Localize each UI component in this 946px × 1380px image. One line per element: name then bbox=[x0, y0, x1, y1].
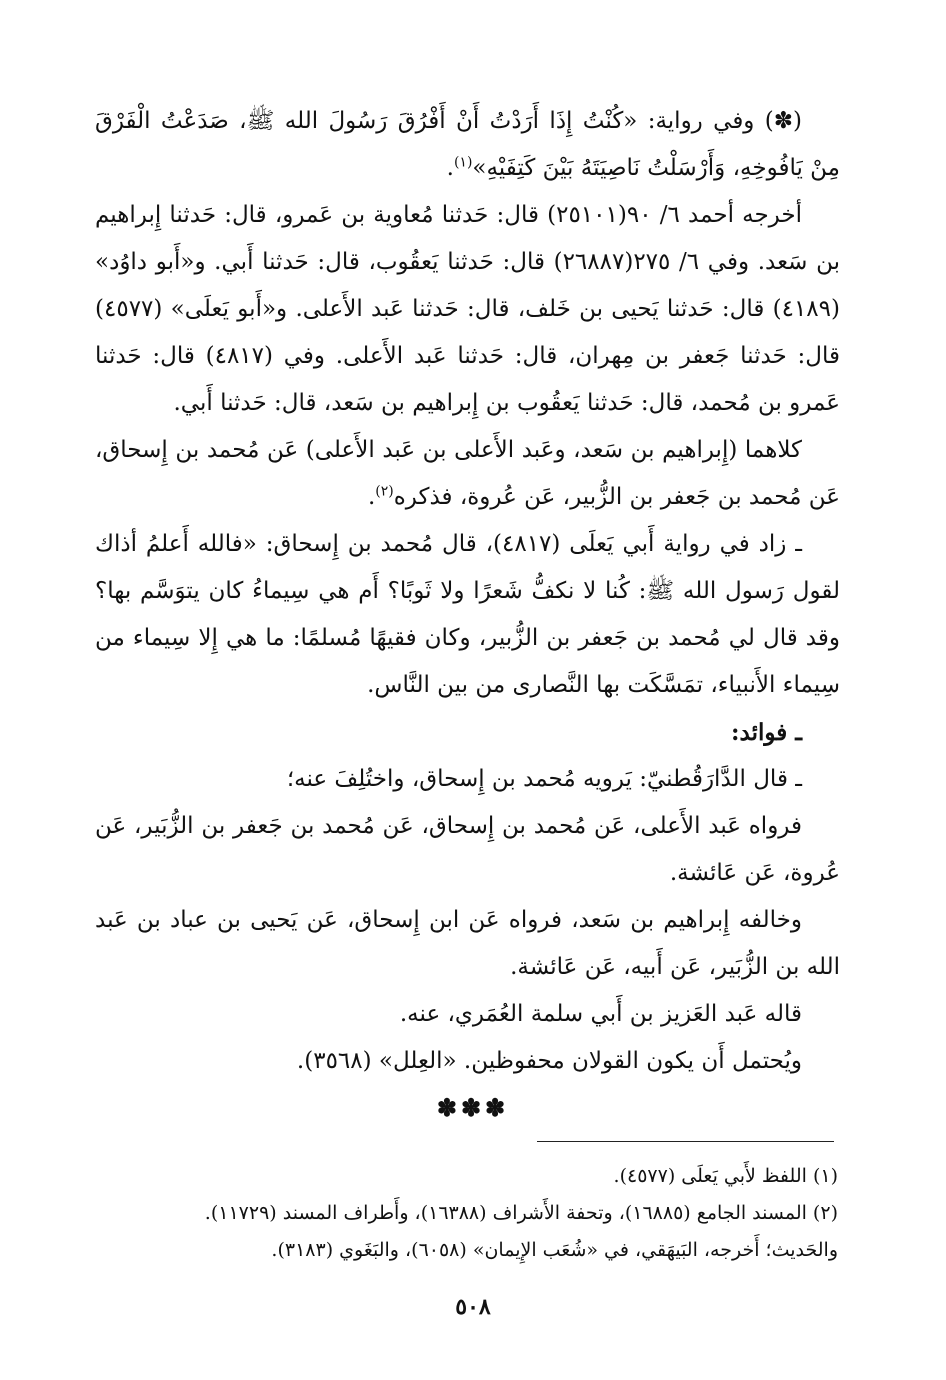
chain-text: كلاهما (إِبراهيم بن سَعد، وعَبد الأَعلى بن عَبد الأَعلى) عَن مُحمد بن إِسحاق، عَن مُحمد بن جَعفر بن الزُّبير، عَن عُروة، فذكره bbox=[95, 437, 840, 510]
benefits-heading: ـ فوائد: bbox=[731, 719, 802, 746]
addition-paragraph: ـ زاد في رواية أَبي يَعلَى (٤٨١٧)، قال مُحمد بن إِسحاق: «فالله أَعلمُ أذاك لقول رَسول الله ﷺ: كُنا لا نكفُّ شَعرًا ولا ثَوبًا؟ أَم هي سِيماءُ كان يتوَسَّم بها؟ وقد قال لي مُحمد بن جَعفر بن الزُّبير، وكان فقيهًا مُسلمًا: ما هي إِلا سِيماء من سِيماء الأَنبياء، تمَسَّكَت بها النَّصارى من بين النَّاس. bbox=[95, 531, 840, 698]
section-separator: ✽✽✽ bbox=[436, 1093, 510, 1122]
footnote-2-continued: والحَديث؛ أَخرجه، البَيهَقي، في «شُعَب الإِيمان» (٦٠٥٨)، والبَغَوي (٣١٨٣). bbox=[271, 1239, 838, 1261]
page-number: ٥٠٨ bbox=[455, 1294, 491, 1320]
footnote-ref-2: (٢) bbox=[375, 483, 394, 500]
chain-end: . bbox=[367, 484, 376, 510]
chain-paragraph bbox=[95, 427, 840, 521]
conclusion-paragraph: ويُحتمل أَن يكون القولان محفوظين. «العِلل» (٣٥٦٨). bbox=[296, 1048, 802, 1074]
narration-2-paragraph: وخالفه إِبراهيم بن سَعد، فرواه عَن ابن إِسحاق، عَن يَحيى بن عباد بن عَبد الله بن الزُّبَير، عَن أَبيه، عَن عَائشة. bbox=[95, 907, 840, 980]
main-text bbox=[95, 98, 840, 1085]
attribution-paragraph: قاله عَبد العَزيز بن أَبي سلمة العُمَري، عنه. bbox=[399, 1001, 802, 1027]
hadith-variant-paragraph bbox=[95, 98, 840, 192]
footnotes bbox=[150, 1158, 838, 1269]
hadith-variant-text: (✽) وفي رواية: «كُنْتُ إِذَا أَرَدْتُ أَنْ أَفْرُقَ رَسُولَ الله ﷺ، صَدَعْتُ الْفَرْقَ مِنْ يَافُوخِهِ، وَأَرْسَلْتُ نَاصِيَتَهُ بَيْنَ كَتِفَيْهِ» bbox=[95, 108, 840, 181]
narration-1-paragraph: فرواه عَبد الأَعلى، عَن مُحمد بن إِسحاق، عَن مُحمد بن جَعفر بن الزُّبَير، عَن عُروة، عَن عَائشة. bbox=[95, 813, 840, 886]
footnote-1: (١) اللفظ لأَبي يَعلَى (٤٥٧٧). bbox=[613, 1165, 838, 1187]
footnote-ref-1: (١) bbox=[453, 154, 473, 171]
daraqutni-paragraph: ـ قال الدَّارَقُطنيّ: يَرويه مُحمد بن إِسحاق، واختُلِفَ عنه؛ bbox=[286, 766, 802, 792]
hadith-variant-end: . bbox=[446, 155, 454, 181]
takhrij-paragraph: أخرجه أحمد ٦/ ٩٠(٢٥١٠١) قال: حَدثنا مُعاوية بن عَمرو، قال: حَدثنا إِبراهيم بن سَعد. وفي ٦/ ٢٧٥(٢٦٨٨٧) قال: حَدثنا يَعقُوب، قال: حَدثنا أَبي. و«أَبو داوُد» (٤١٨٩) قال: حَدثنا يَحيى بن خَلف، قال: حَدثنا عَبد الأَعلى. و«أَبو يَعلَى» (٤٥٧٧) قال: حَدثنا جَعفر بن مِهران، قال: حَدثنا عَبد الأَعلى. وفي (٤٨١٧) قال: حَدثنا عَمرو بن مُحمد، قال: حَدثنا يَعقُوب بن إِبراهيم بن سَعد، قال: حَدثنا أَبي. bbox=[95, 202, 840, 416]
footnote-2: (٢) المسند الجامع (١٦٨٨٥)، وتحفة الأَشراف (١٦٣٨٨)، وأَطراف المسند (١١٧٢٩). bbox=[204, 1202, 838, 1224]
footnote-divider bbox=[537, 1141, 834, 1142]
